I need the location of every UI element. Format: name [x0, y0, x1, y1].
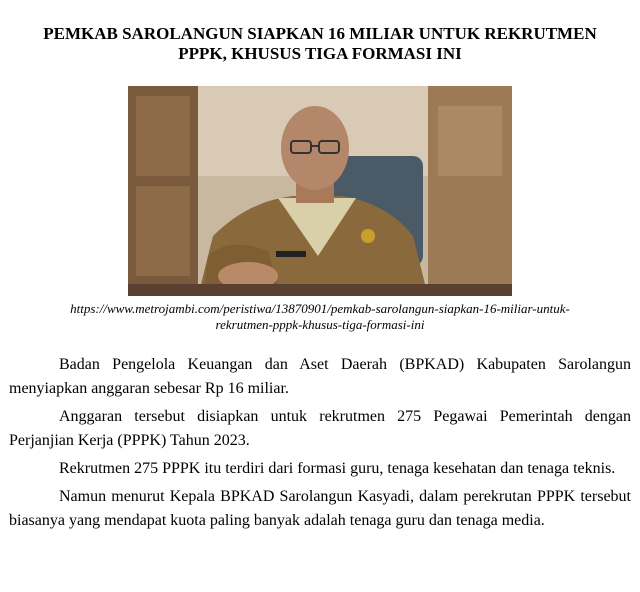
caption-url-line-1: https://www.metrojambi.com/peristiwa/13870901/pemkab-sarolangun-siapkan-16-miliar-untuk- — [70, 301, 570, 316]
paragraph-2: Anggaran tersebut disiapkan untuk rekrutmen 275 Pegawai Pemerintah dengan Perjanjian Kerja (PPPK) Tahun 2023. — [9, 408, 631, 449]
paragraph-3: Rekrutmen 275 PPPK itu terdiri dari formasi guru, tenaga kesehatan dan tenaga teknis. — [59, 460, 616, 477]
photo-caption — [0, 301, 640, 333]
caption-url-line-2: rekrutmen-pppk-khusus-tiga-formasi-ini — [215, 317, 425, 332]
photo-illustration — [128, 86, 512, 296]
title-line-1: PEMKAB SAROLANGUN SIAPKAN 16 MILIAR UNTUK REKRUTMEN — [43, 24, 597, 43]
article-photo — [128, 86, 512, 296]
article-title — [0, 24, 640, 64]
paragraph-1: Badan Pengelola Keuangan dan Aset Daerah (BPKAD) Kabupaten Sarolangun menyiapkan anggaran sebesar Rp 16 miliar. — [9, 356, 631, 397]
paragraph-4: Namun menurut Kepala BPKAD Sarolangun Kasyadi, dalam perekrutan PPPK tersebut biasanya yang mendapat kuota paling banyak adalah tenaga guru dan tenaga media. — [9, 488, 631, 529]
title-line-2: PPPK, KHUSUS TIGA FORMASI INI — [178, 44, 462, 63]
article-body — [9, 353, 631, 537]
